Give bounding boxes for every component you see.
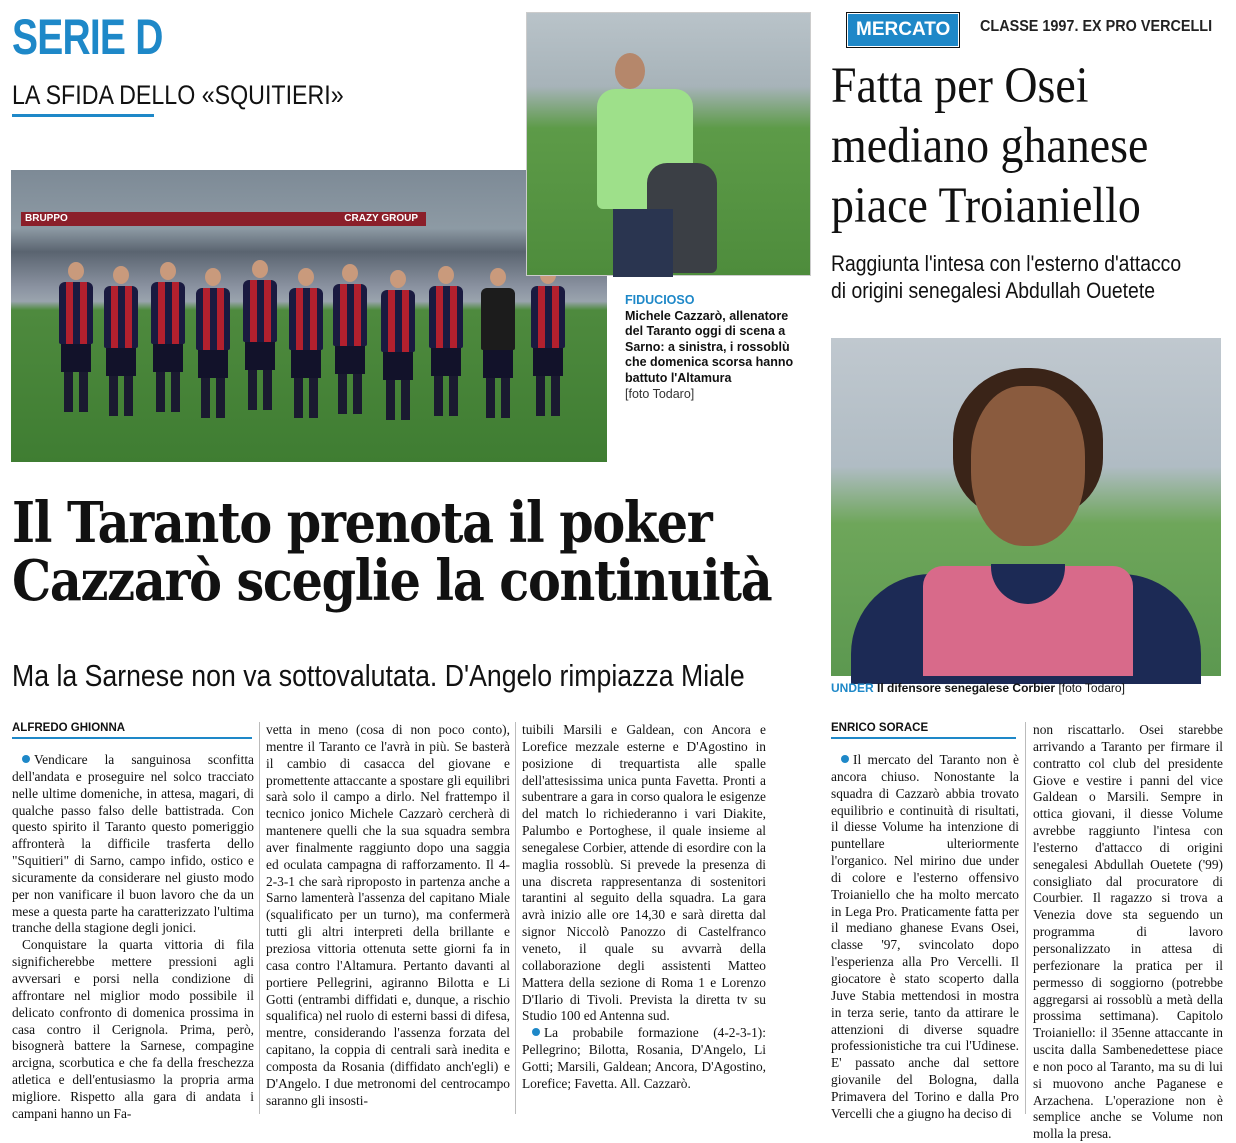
article-column — [1033, 722, 1223, 1143]
bullet-dot — [841, 755, 849, 763]
main-headline — [12, 490, 772, 614]
player-figure — [381, 270, 415, 420]
paragraph-text: Vendicare la sanguinosa sconfitta dell'andata e proseguire nel solco tracciato nelle ultime domeniche, in attesa, magari, di qualche passo falso delle battistrada. Con questo spirito il Taranto questo pomeriggio affronterà la difficile trasferta dello "Squitieri" di Sarno, campo infido, ostico e sicuramente da considerare nel giusto modo per non vanificare il buon lavoro che da un mese a questa parte ha caratterizzato l'ultima tranche della stagione degli jonici. — [12, 752, 254, 936]
headline-line: Cazzarò sceglie la continuità — [12, 548, 772, 614]
side-kicker: CLASSE 1997. EX PRO VERCELLI — [980, 18, 1213, 35]
player-figure — [196, 268, 230, 418]
paragraph — [831, 752, 1019, 1123]
paragraph: tuibili Marsili e Galdean, con Ancora e Lorefice mezzale esterne e D'Agostino in posizione di trequartista alle spalle dell'attesissima unica punta Favetta. Pronti a subentrare a gara in corso qualora le esigenze del match lo richiederanno i vari Diakite, Palumbo e Portoghese, il quale insieme al senegalese Corbier, attende di esordire con la maglia rossoblù. Si prevede la presenza di una discreta rappresentanza di sostenitori tarantini al seguito della squadra. La gara avrà inizio alle ore 14,30 e sarà diretta dal signor Niccolò Panozzo di Castelfranco veneto, il quale su avvarrà della collaborazione degli assistenti Matteo Mattera della sezione di Roma 1 e Lorenzo D'Ilario di Tivoli. Prevista la diretta tv su Studio 100 ed Antenna sud. — [522, 722, 766, 1024]
side-subheadline — [831, 250, 1201, 304]
player-figure — [243, 260, 277, 410]
headline-line: Fatta per Osei — [831, 58, 1089, 114]
caption-tag: UNDER — [831, 681, 874, 695]
headline-line: piace Troianiello — [831, 178, 1141, 234]
headline-line: Il Taranto prenota il poker — [12, 490, 712, 556]
main-subheadline: Ma la Sarnese non va sottovalutata. D'Angelo rimpiazza Miale — [12, 658, 745, 693]
caption-tag: FIDUCIOSO — [625, 293, 695, 307]
caption-text: Il difensore senegalese Corbier — [877, 681, 1056, 695]
coach-head — [615, 53, 645, 89]
bullet-dot — [22, 755, 30, 763]
coach-trousers — [613, 209, 673, 277]
player-figure — [429, 266, 463, 416]
player-face — [971, 386, 1085, 546]
player-figure — [289, 268, 323, 418]
headline-line: mediano ghanese — [831, 118, 1149, 174]
section-label: SERIE D — [12, 9, 163, 65]
paragraph — [522, 1025, 766, 1092]
column-divider — [515, 722, 516, 1114]
article-column — [266, 722, 510, 1109]
caption-text: Michele Cazzarò, allenatore del Taranto oggi di scena a Sarno: a sinistra, i rossoblù che domenica scorsa hanno battuto l'Altamura — [625, 308, 794, 385]
column-divider — [1025, 722, 1026, 1114]
side-headline — [831, 56, 1191, 236]
paragraph: Conquistare la quarta vittoria di fila significherebbe mettere pressioni agli avversari e porsi nella condizione di affrontare nel miglior modo possibile il delicato confronto di domenica prossima in casa contro il Cerignola. Prima, però, bisognerà battere la Sarnese, compagine arcigna, scorbutica e che fa della freschezza atletica e dell'entusiasmo la propria arma migliore. Rispetto alla gara di andata i campani hanno un Fa- — [12, 937, 254, 1121]
photo-credit: [foto Todaro] — [625, 386, 695, 401]
mercato-badge: MERCATO — [848, 14, 958, 46]
player-figure — [151, 262, 185, 412]
stadium-banner: CRAZY GROUP — [226, 212, 426, 226]
paragraph: non riscattarlo. Osei starebbe arrivando a Taranto per firmare il contratto col club del presidente Giove e vestire i panni del vice Galdean o Marsili. Sempre in ottica giovani, il diesse Volume avrebbe raggiunto l'intesa con l'esterno d'attacco di origini senegalesi Abdullah Ouetete ('99) consigliato dal procuratore di Courbier. Il ragazzo si trova a Venezia dove sta seguendo un programma di lavoro personalizzato in attesa di perfezionare la pratica per il permesso di soggiorno (potrebbe aggregarsi ai rossoblù a metà della prossima settimana). Capitolo Troianiello: il 35enne attaccante in uscita dalla Sambenedettese piace e non poco al Taranto, ma su di lui si muovono anche Paganese e Arzachena. L'operazione non è semplice anche se Volume non molla la presa. — [1033, 722, 1223, 1142]
player-photo-caption — [831, 681, 1125, 695]
paragraph-text: La probabile formazione (4-2-3-1): Pellegrino; Bilotta, Rosania, D'Angelo, Li Gotti; Marsili, Galdean; Ancora, D'Agostino, Lorefice; Favetta. All. Cazzarò. — [522, 1025, 766, 1091]
article-column — [831, 752, 1019, 1123]
photo-credit: [foto Todaro] — [1058, 681, 1125, 695]
column-divider — [259, 722, 260, 1114]
coach-photo — [526, 12, 811, 276]
goalkeeper-figure — [481, 268, 515, 418]
paragraph: vetta in meno (cosa di non poco conto), mentre il Taranto ce l'avrà in più. Se basterà il cambio di casacca del giovane e promettente attaccante a spostare gli equilibri sarà solo il campo a dirlo. Nel frattempo il tecnico jonico Michele Cazzarò cercherà di mantenere quelli che la sua squadra sembra aver finalmente raggiunto dopo una saggia ed oculata campagna di rafforzamento. Il 4-2-3-1 che sarà riproposto in partenza anche a Sarno lamenterà l'assenza del capitano Miale (squalificato per un turno), ma confermerà tutti gli altri interpreti della brillante e preziosa vittoria ottenuta sette giorni fa in casa contro l'Altamura. Pertanto davanti al portiere Pellegrini, agiranno Bilotta e Li Gotti (entrambi diffidati e, dunque, a rischio squalifica) nel ruolo di esterni bassi di difesa, mentre, considerando l'assenza forzata del capitano, la coppia di centrali sarà inedita e composta da Rosania (diffidato anch'egli) e D'Angelo. I due metronomi del centrocampo saranno gli insosti- — [266, 722, 510, 1108]
player-photo — [831, 338, 1221, 676]
paragraph — [12, 752, 254, 937]
article-column — [12, 752, 254, 1123]
paragraph-text: Il mercato del Taranto non è ancora chiuso. Nonostante la squadra di Cazzarò abbia trovato equilibrio e continuità di risultati, il diesse Volume ha intenzione di puntellare ulteriormente l'organico. Nel mirino due under di colore e l'esterno offensivo Troianiello che ha molto mercato in Lega Pro. Praticamente fatta per il mediano ghanese Evans Osei, classe '97, svincolato dopo l'esperienza alla Pro Vercelli. Il giocatore è stato scoperto dalla Juve Stabia mettendosi in mostra in terza serie, tanto da attirare le attenzioni di diverse squadre professionistiche tra cui l'Udinese. E' passato anche dal settore giovanile del Bologna, dalla Primavera del Torino e dalla Pro Vercelli che a giugno ha deciso di — [831, 752, 1019, 1121]
player-figure — [333, 264, 367, 414]
player-figure — [59, 262, 93, 412]
byline: ALFREDO GHIONNA — [12, 722, 252, 739]
section-kicker: LA SFIDA DELLO «SQUITIERI» — [12, 80, 344, 110]
player-figure — [531, 266, 565, 416]
article-column — [522, 722, 766, 1093]
team-photo — [11, 170, 607, 462]
subheadline-line: di origini senegalesi Abdullah Ouetete — [831, 278, 1155, 303]
bullet-dot — [532, 1028, 540, 1036]
player-figure — [104, 266, 138, 416]
byline: ENRICO SORACE — [831, 722, 1016, 739]
subheadline-line: Raggiunta l'intesa con l'esterno d'attacco — [831, 251, 1182, 276]
coach-photo-caption — [625, 293, 805, 402]
stadium-banner: BRUPPO — [21, 212, 226, 226]
kicker-rule — [12, 114, 154, 117]
